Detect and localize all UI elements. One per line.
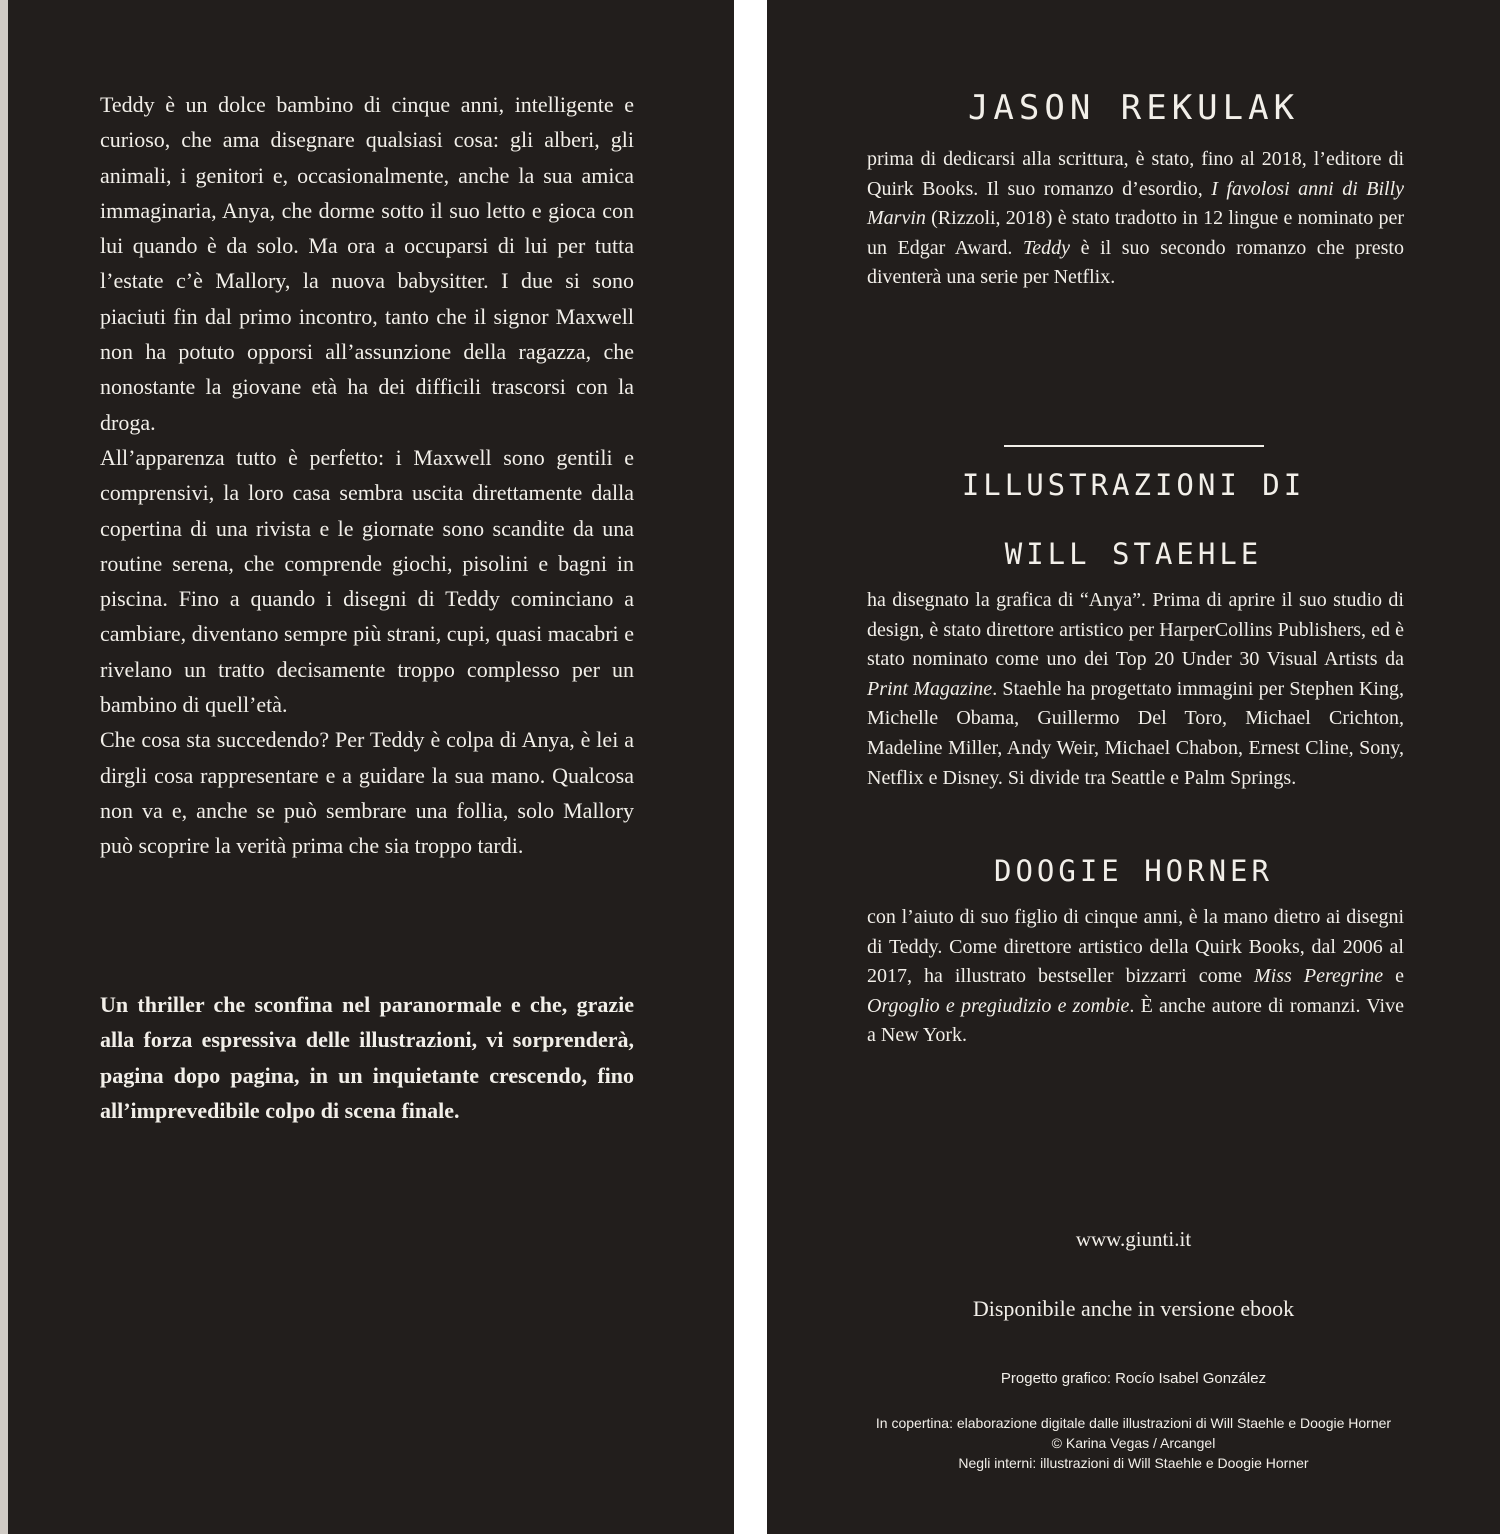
teddy-title: Teddy <box>1022 236 1071 259</box>
image-credits <box>767 1413 1500 1473</box>
synopsis-paragraph: Che cosa sta succedendo? Per Teddy è colpa di Anya, è lei a dirgli cosa rappresentare e a guidare la sua mano. Qualcosa non va e, anche se può sembrare una follia, solo Mallory può scoprire la verità prima che sia troppo tardi. <box>100 727 634 859</box>
author-bio-text: prima di dedicarsi alla scrittura, è stato, fino al 2018, l’editore di Quirk Books. Il suo romanzo d’esordio, <box>867 148 1404 200</box>
illustrator-bio <box>867 903 1404 1051</box>
illustrator-name: DOOGIE HORNER <box>994 854 1273 888</box>
illustrator-bio <box>867 586 1404 793</box>
page-edge <box>0 0 8 1534</box>
illustrator-bio-text: . È anche autore di romanzi. Vive a New York. <box>867 994 1404 1047</box>
illustrator-bio-text: ha disegnato la grafica di “Anya”. Prima di aprire il suo studio di design, è stato direttore artistico per HarperCollins Publishers, ed è stato nominato come uno dei Top 20 Under 30 Visual Artists da <box>867 589 1404 671</box>
author-bio-text: è il suo secondo romanzo che presto diventerà una serie per Netflix. <box>867 236 1404 289</box>
synopsis <box>100 87 634 864</box>
author-name: JASON REKULAK <box>967 88 1300 128</box>
illustrator-bio-text: e <box>1383 965 1404 988</box>
illustrator-name: WILL STAEHLE <box>1004 537 1263 571</box>
ebook-note: Disponibile anche in versione ebook <box>972 1296 1295 1321</box>
author-bio <box>867 145 1404 293</box>
author-book-title: I favolosi anni di Billy Marvin <box>867 177 1405 230</box>
left-flap <box>8 0 734 1534</box>
website-link[interactable]: www.giunti.it <box>1075 1227 1192 1251</box>
synopsis-paragraph: All’apparenza tutto è perfetto: i Maxwell sono gentili e comprensivi, la loro casa sembra uscita direttamente dalla copertina di una rivista e le giornate sono scandite da una routine serena, che comprende giochi, pisolini e bagni in piscina. Fino a quando i disegni di Teddy cominciano a cambiare, diventano sempre più strani, cupi, quasi macabri e rivelano un tratto decisamente troppo complesso per un bambino di quell’età. <box>100 444 634 718</box>
illustrator-bio-text: . Staehle ha progettato immagini per Stephen King, Michelle Obama, Guillermo Del Toro, Michael Crichton, Madeline Miller, Andy Weir, Michael Chabon, Ernest Cline, Sony, Netflix e Disney. Si divide tra Seattle e Palm Springs. <box>867 677 1404 789</box>
design-credit: Progetto grafico: Rocío Isabel González <box>1000 1370 1267 1387</box>
illustrator-bio-text: con l’aiuto di suo figlio di cinque anni, è la mano dietro ai disegni di Teddy. Come direttore artistico della Quirk Books, dal 2006 al 2017, ha illustrato bestseller bizzarri come <box>867 906 1404 988</box>
book-title: Orgoglio e pregiudizio e zombie <box>867 994 1130 1017</box>
section-divider <box>1004 445 1264 447</box>
photo-credit: © Karina Vegas / Arcangel <box>1051 1435 1216 1451</box>
interior-credit: Negli interni: illustrazioni di Will Staehle e Doogie Horner <box>958 1455 1309 1471</box>
magazine-title: Print Magazine <box>867 677 993 700</box>
author-bio-text: (Rizzoli, 2018) è stato tradotto in 12 lingue e nominato per un Edgar Award. <box>867 207 1404 259</box>
book-title: Miss Peregrine <box>1254 965 1384 988</box>
synopsis-paragraph: Teddy è un dolce bambino di cinque anni, intelligente e curioso, che ama disegnare qualsiasi cosa: gli alberi, gli animali, i genitori e, occasionalmente, anche la sua amica immaginaria, Anya, che dorme sotto il suo letto e gioca con lui quando è da solo. Ma ora a occuparsi di lui per tutta l’estate c’è Mallory, la nuova babysitter. I due si sono piaciuti fin dal primo incontro, tanto che il signor Maxwell non ha potuto opporsi all’assunzione della ragazza, che nonostante la giovane età ha dei difficili trascorsi con la droga. <box>100 92 634 435</box>
tagline: Un thriller che sconfina nel paranormale e che, grazie alla forza espressiva delle illustrazioni, vi sorprenderà, pagina dopo pagina, in un inquietante crescendo, fino all’imprevedibile colpo di scena finale. <box>100 992 634 1123</box>
right-flap <box>767 0 1500 1534</box>
cover-credit: In copertina: elaborazione digitale dalle illustrazioni di Will Staehle e Doogie Horner <box>875 1415 1392 1431</box>
illustrations-heading: ILLUSTRAZIONI DI <box>961 468 1306 502</box>
